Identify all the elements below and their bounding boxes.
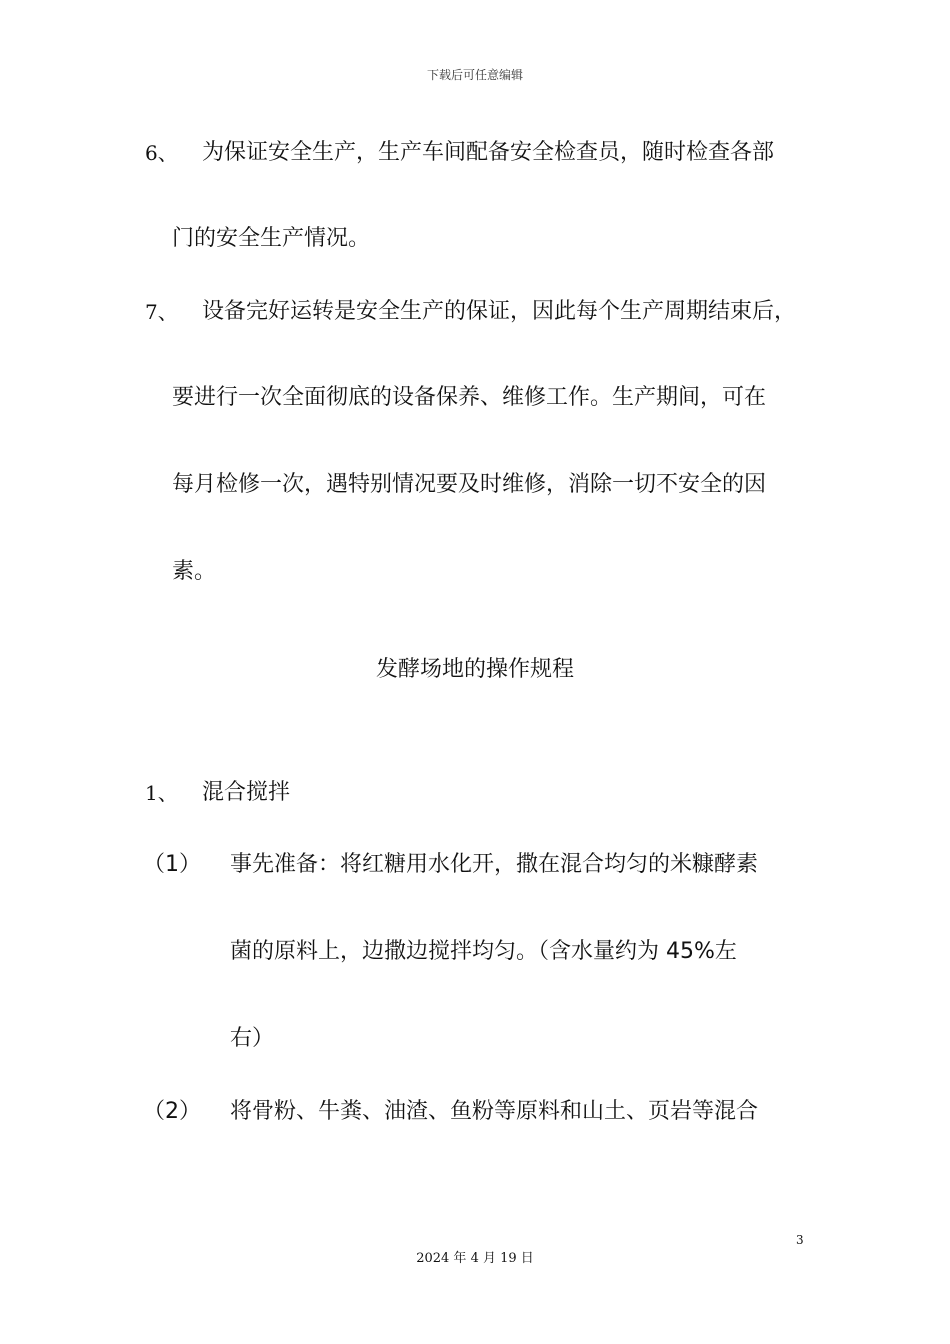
- sub-item-number: （2）: [143, 1099, 201, 1124]
- list-item-line: 为保证安全生产，生产车间配备安全检查员，随时检查各部: [202, 140, 775, 165]
- list-item-line: 要进行一次全面彻底的设备保养、维修工作。生产期间，可在: [172, 385, 767, 410]
- page-number: 3: [796, 1233, 804, 1247]
- sub-item-line: 将骨粉、牛粪、油渣、鱼粉等原料和山土、页岩等混合: [230, 1099, 759, 1124]
- sub-item-line: 事先准备：将红糖用水化开，撒在混合均匀的米糠酵素: [230, 852, 759, 877]
- sub-item-number: （1）: [143, 852, 201, 877]
- list-item-line: 素。: [172, 559, 217, 584]
- page-header: 下载后可任意编辑: [426, 68, 523, 82]
- list-item-number: 7、: [145, 300, 178, 324]
- footer-date: 2024 年 4 月 19 日: [416, 1251, 534, 1266]
- list-item-line: 设备完好运转是安全生产的保证，因此每个生产周期结束后，: [202, 299, 797, 324]
- sub-item-line: 菌的原料上，边撒边搅拌均匀。（含水量约为 45%左: [230, 939, 737, 964]
- list-item-number: 6、: [145, 141, 178, 165]
- section-item-label: 混合搅拌: [202, 780, 291, 805]
- section-title: 发酵场地的操作规程: [375, 657, 574, 682]
- list-item-line: 每月检修一次，遇特别情况要及时维修，消除一切不安全的因: [172, 472, 767, 497]
- list-item-line: 门的安全生产情况。: [172, 226, 371, 251]
- sub-item-line: 右）: [230, 1026, 275, 1051]
- section-item-number: 1、: [145, 781, 178, 805]
